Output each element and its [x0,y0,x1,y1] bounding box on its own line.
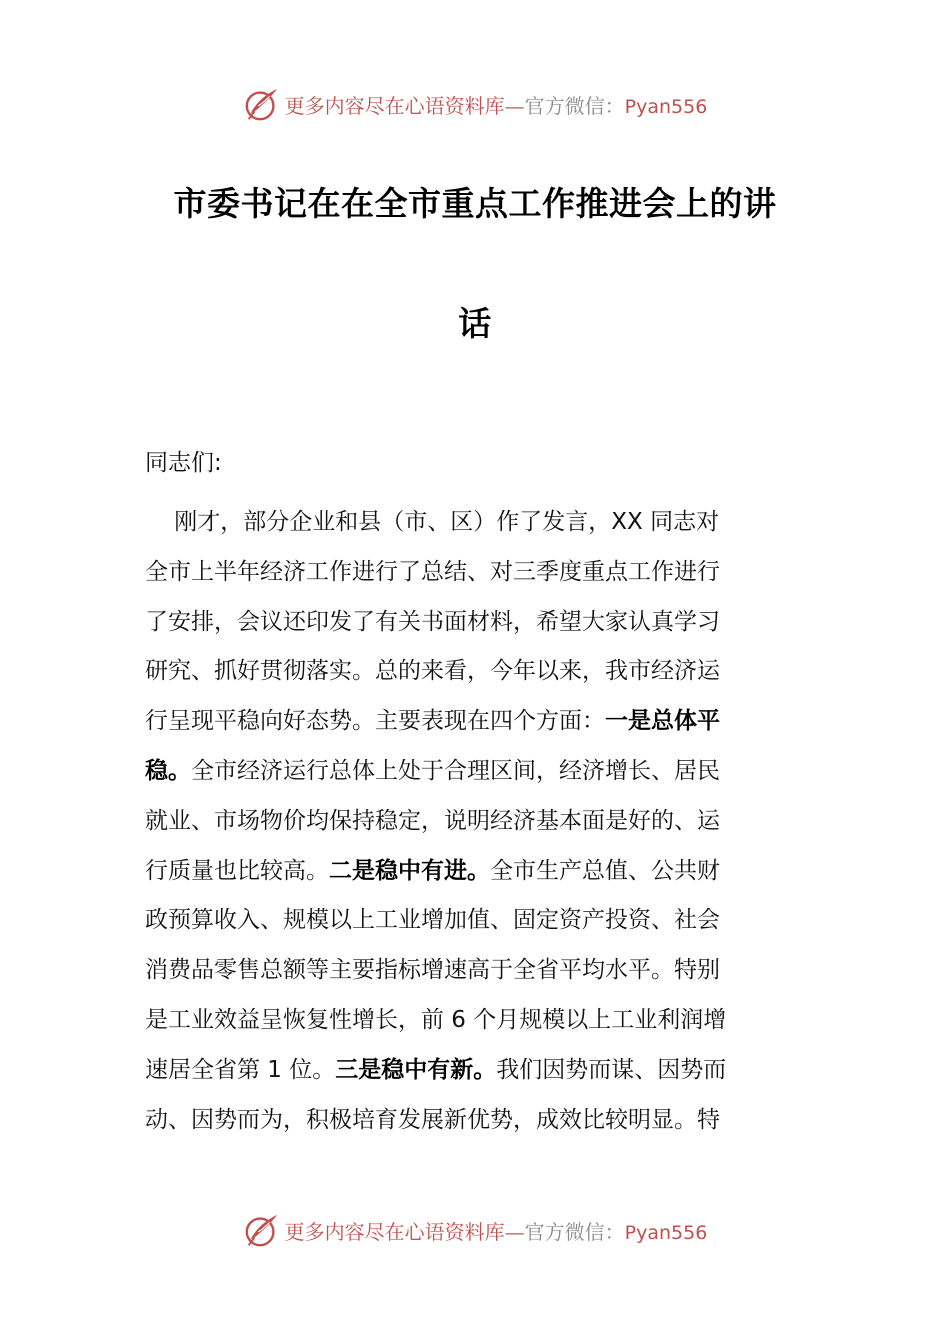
text-segment: 我们因势而谋、因势而 [496,1056,727,1083]
body-text-line [145,805,807,837]
text-segment: 行呈现平稳向好态势。主要表现在四个方面： [145,708,605,735]
body-text-line [145,606,807,638]
banner-wechat-label: 官方微信： [524,1219,625,1244]
text-segment: 速居全省第 1 位。 [145,1056,336,1083]
banner-wechat-label: 官方微信： [524,93,625,118]
bold-text-segment: 一是总体平 [605,708,720,735]
text-segment: 是工业效益呈恢复性增长，前 6 个月规模以上工业利润增 [145,1007,727,1033]
document-title-line-1: 市委书记在在全市重点工作推进会上的讲 [173,184,777,223]
body-text-line [145,655,807,687]
text-segment: 全市生产总值、公共财 [490,857,720,884]
quill-logo-icon [243,85,281,123]
text-segment: 就业、市场物价均保持稳定，说明经济基本面是好的、运 [145,807,720,834]
header-banner [0,84,950,124]
bold-text-segment: 三是稳中有新。 [335,1056,497,1083]
body-text-line [145,1004,807,1036]
text-segment: 政预算收入、规模以上工业增加值、固定资产投资、社会 [145,907,720,934]
body-text-line [145,855,807,887]
body-text-line [145,705,807,737]
body-text-line [145,954,807,986]
bold-text-segment: 稳。 [145,758,191,784]
body-text-line [145,506,807,538]
banner-site-text: 更多内容尽在心语资料库 [284,1219,505,1244]
banner-text [285,1216,708,1245]
greeting: 同志们: [145,450,222,476]
banner-wechat-handle: Pyan556 [624,1221,708,1244]
body-text-line [145,556,807,588]
text-segment: 刚才，部分企业和县（市、区）作了发言，XX 同志对 [145,509,720,535]
body-text-line [145,1054,807,1086]
banner-text [285,90,708,119]
footer-banner [0,1210,950,1250]
document-title-line-2: 话 [458,304,492,343]
quill-logo-icon [243,1211,281,1249]
banner-dash: — [504,1219,525,1244]
banner-site-text: 更多内容尽在心语资料库 [284,93,505,118]
banner-wechat-handle: Pyan556 [624,95,708,118]
banner-dash: — [504,93,525,118]
body-text-line [145,904,807,936]
text-segment: 全市经济运行总体上处于合理区间，经济增长、居民 [191,758,720,784]
text-segment: 行质量也比较高。 [145,857,329,884]
text-segment: 消费品零售总额等主要指标增速高于全省平均水平。特别 [145,957,720,984]
body-text-line [145,755,807,787]
text-segment: 研究、抓好贯彻落实。总的来看，今年以来，我市经济运 [145,658,720,685]
text-segment: 全市上半年经济工作进行了总结、对三季度重点工作进行 [145,558,720,585]
bold-text-segment: 二是稳中有进。 [329,857,490,884]
text-segment: 动、因势而为，积极培育发展新优势，成效比较明显。特 [145,1106,720,1133]
text-segment: 了安排，会议还印发了有关书面材料，希望大家认真学习 [145,608,720,635]
body-text-line [145,1104,807,1136]
